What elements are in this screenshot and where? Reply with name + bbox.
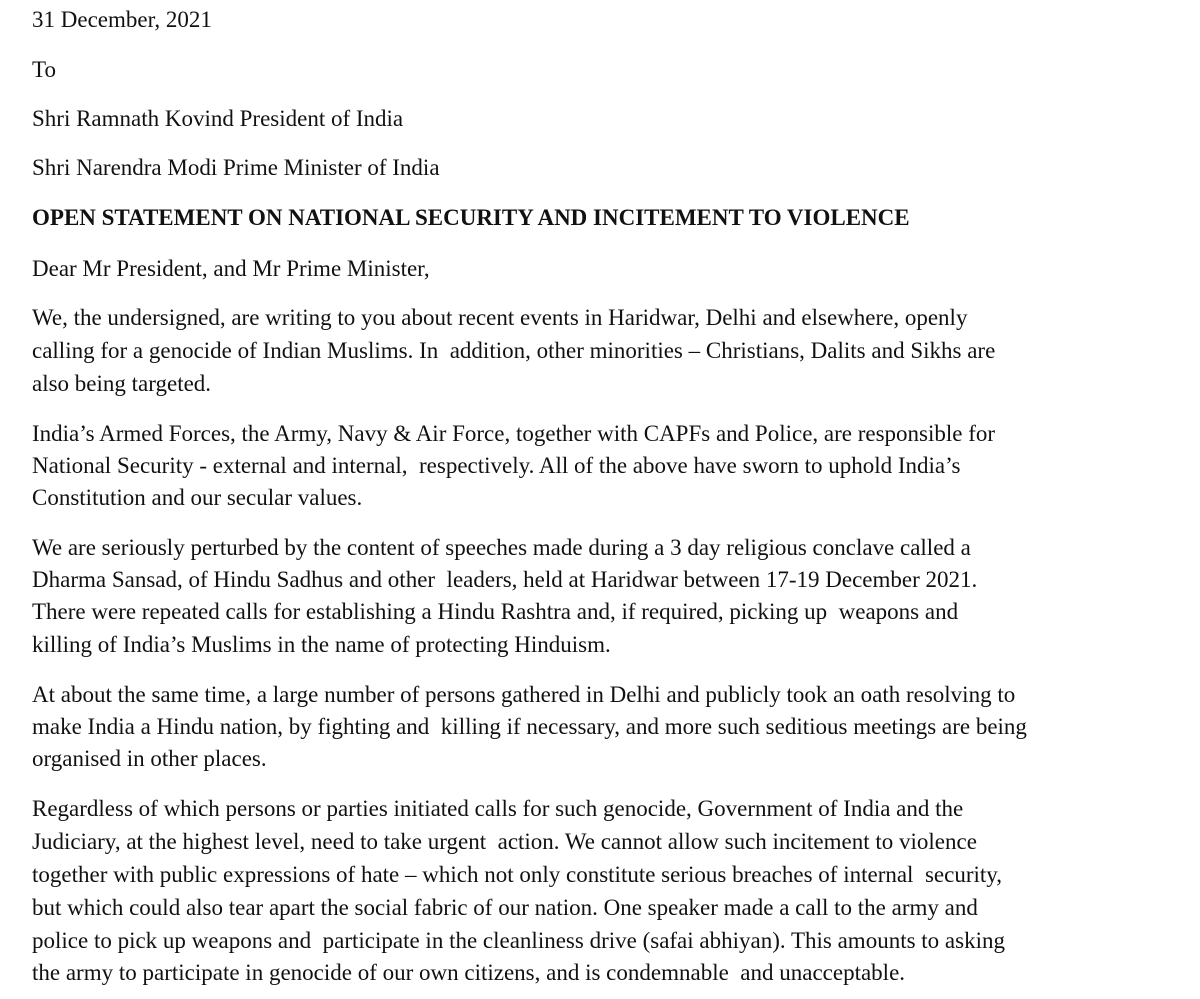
paragraph-5-line: police to pick up weapons and participate in the cleanliness drive (safai abhiyan). This amounts to asking [32,928,1005,953]
paragraph-2-line: Constitution and our secular values. [32,485,363,510]
paragraph-5-line: together with public expressions of hate – which not only constitute serious breaches of internal security, [32,862,1003,887]
paragraph-3-line: There were repeated calls for establishing a Hindu Rashtra and, if required, picking up weapons and [32,599,959,624]
paragraph-5-line: the army to participate in genocide of our own citizens, and is condemnable and unacceptable. [32,960,906,985]
recipient-president: Shri Ramnath Kovind President of India [32,106,404,131]
paragraph-2-line: India’s Armed Forces, the Army, Navy & Air Force, together with CAPFs and Police, are responsible for [32,421,996,446]
salutation-to: To [32,57,56,82]
paragraph-3-line: Dharma Sansad, of Hindu Sadhus and other leaders, held at Haridwar between 17-19 December 2021. [32,567,978,592]
paragraph-5-line: Judiciary, at the highest level, need to take urgent action. We cannot allow such incitement to violence [32,829,977,854]
paragraph-5-line: Regardless of which persons or parties initiated calls for such genocide, Government of India and the [32,796,964,821]
paragraph-3-line: killing of India’s Muslims in the name of protecting Hinduism. [32,632,611,657]
paragraph-1-line: We, the undersigned, are writing to you about recent events in Haridwar, Delhi and elsewhere, openly [32,305,968,330]
paragraph-4-line: At about the same time, a large number of persons gathered in Delhi and publicly took an oath resolving to [32,682,1016,707]
greeting: Dear Mr President, and Mr Prime Minister, [32,256,430,281]
paragraph-3-line: We are seriously perturbed by the content of speeches made during a 3 day religious conclave called a [32,535,971,560]
letter-date: 31 December, 2021 [32,7,212,32]
paragraph-4-line: organised in other places. [32,746,267,771]
statement-title: OPEN STATEMENT ON NATIONAL SECURITY AND INCITEMENT TO VIOLENCE [32,205,910,230]
recipient-prime-minister: Shri Narendra Modi Prime Minister of India [32,155,440,180]
paragraph-1-line: also being targeted. [32,371,212,396]
paragraph-5-line: but which could also tear apart the social fabric of our nation. One speaker made a call to the army and [32,895,978,920]
paragraph-1-line: calling for a genocide of Indian Muslims. In addition, other minorities – Christians, Dalits and Sikhs are [32,338,996,363]
paragraph-4-line: make India a Hindu nation, by fighting and killing if necessary, and more such seditious meetings are being [32,714,1027,739]
paragraph-2-line: National Security - external and internal, respectively. All of the above have sworn to uphold India’s [32,453,961,478]
